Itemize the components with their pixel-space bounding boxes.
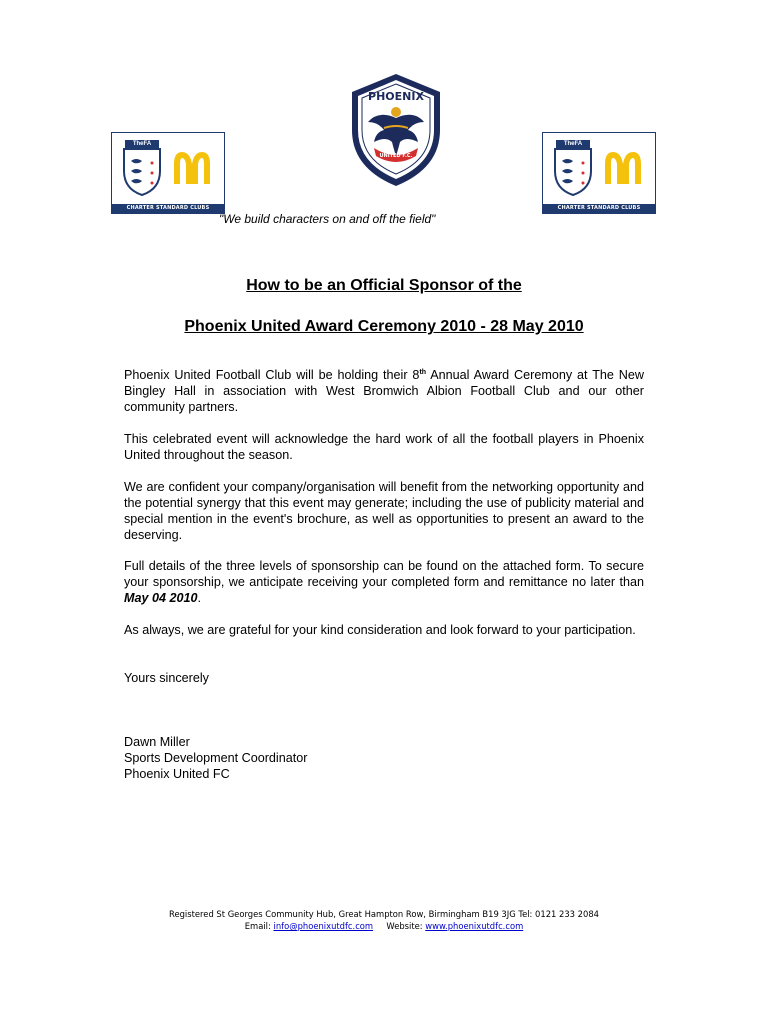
signatory-name: Dawn Miller xyxy=(124,735,190,749)
paragraph-thanks: As always, we are grateful for your kind consideration and look forward to your participation. xyxy=(124,623,636,637)
charter-standard-label: CHARTER STANDARD CLUBS xyxy=(543,204,655,213)
paragraph-intro: Phoenix United Football Club will be holding their 8th Annual Award Ceremony at The New Bingley Hall in association with West Bromwich Albion Football Club and our other community partners. xyxy=(124,368,644,414)
mcdonalds-logo-icon xyxy=(603,150,643,184)
website-link[interactable]: www.phoenixutdfc.com xyxy=(425,921,524,931)
crest-ribbon-text: UNITED F.C. xyxy=(379,153,413,159)
fa-three-lions-icon xyxy=(122,141,162,197)
footer-contact: Email: info@phoenixutdfc.com Website: www.phoenixutdfc.com xyxy=(244,921,524,931)
fa-badge-label: TheFA xyxy=(556,140,590,148)
deadline-date: May 04 2010 xyxy=(124,591,198,605)
closing-line: Yours sincerely xyxy=(124,671,209,685)
fa-charter-badge-left xyxy=(111,132,225,214)
fa-badge-label: TheFA xyxy=(125,140,159,148)
document-title-line1: How to be an Official Sponsor of the xyxy=(246,277,522,294)
fa-three-lions-icon xyxy=(553,141,593,197)
charter-standard-label: CHARTER STANDARD CLUBS xyxy=(112,204,224,213)
phoenix-united-crest-icon xyxy=(348,70,444,190)
fa-charter-badge-right xyxy=(542,132,656,214)
document-title-line2: Phoenix United Award Ceremony 2010 - 28 May 2010 xyxy=(184,318,584,335)
paragraph-deadline: Full details of the three levels of sponsorship can be found on the attached form. To secure your sponsorship, we anticipate receiving your completed form and remittance no later than May 04 2010. xyxy=(124,559,644,605)
email-link[interactable]: info@phoenixutdfc.com xyxy=(273,921,374,931)
crest-title: PHOENIX xyxy=(368,90,424,103)
paragraph-event: This celebrated event will acknowledge the hard work of all the football players in Phoenix United throughout the season. xyxy=(124,432,644,462)
mcdonalds-logo-icon xyxy=(172,150,212,184)
paragraph-benefits: We are confident your company/organisation will benefit from the networking opportunity and the potential synergy that this event may generate; including the use of publicity material and special mention in the event's brochure, as well as opportunities to present an award to the deserving. xyxy=(124,480,644,542)
signatory-title: Sports Development Coordinator xyxy=(124,751,308,765)
club-tagline: "We build characters on and off the field" xyxy=(219,212,436,226)
signatory-organization: Phoenix United FC xyxy=(124,767,230,781)
footer-address: Registered St Georges Community Hub, Great Hampton Row, Birmingham B19 3JG Tel: 0121 233 2084 xyxy=(169,909,599,919)
